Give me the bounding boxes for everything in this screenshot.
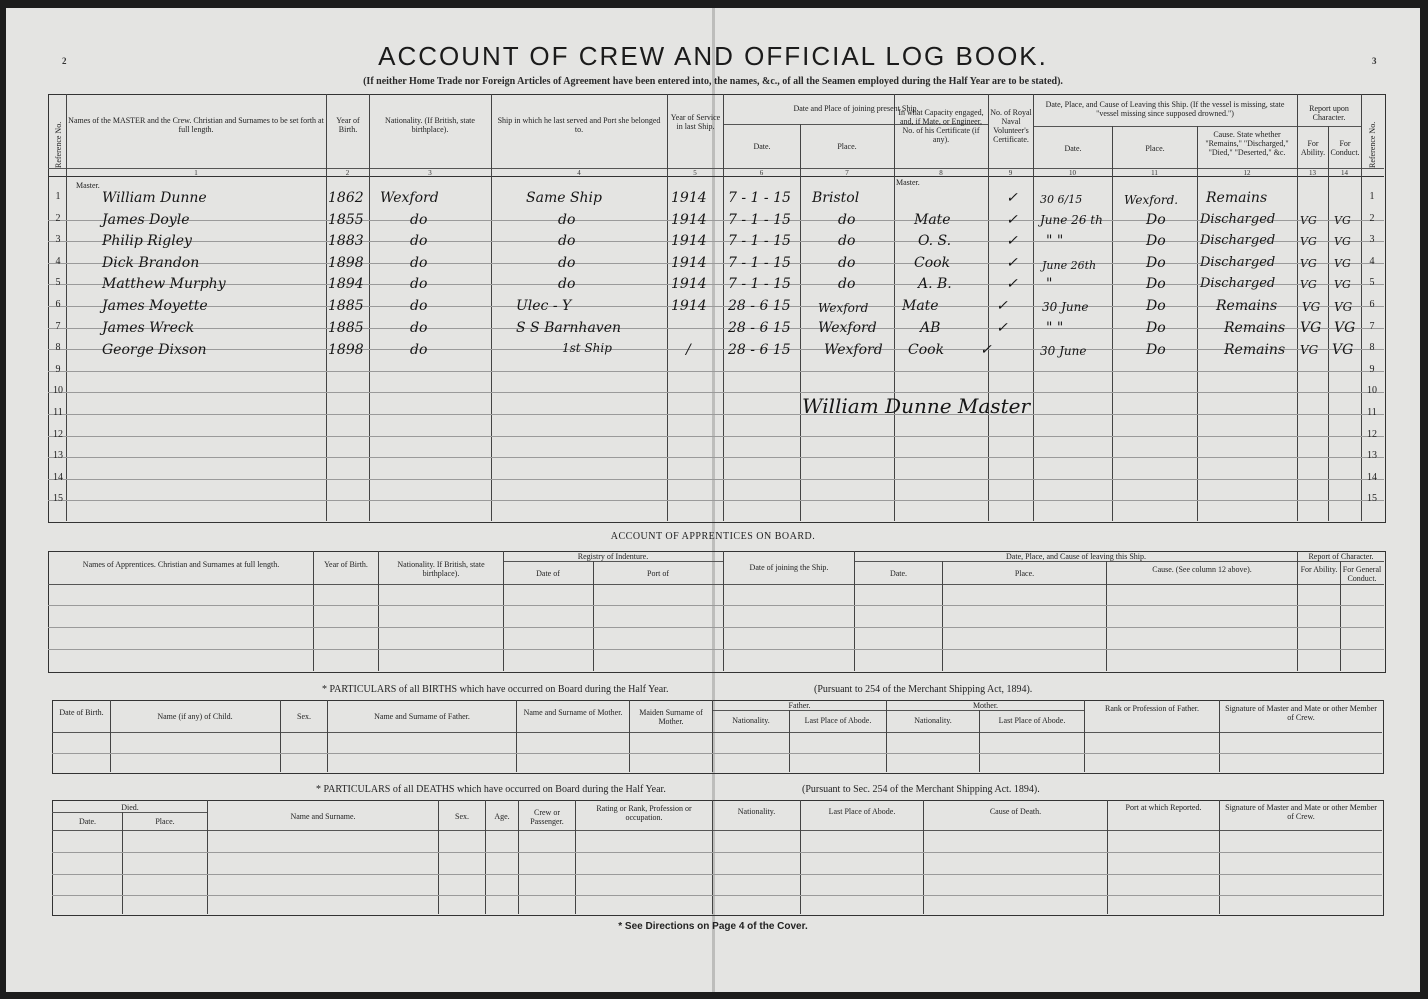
births-title: * PARTICULARS of all BIRTHS which have occurred on Board during the Half Year. — [322, 684, 669, 695]
row-number: 6 — [55, 299, 61, 310]
deaths-header-line — [52, 830, 1382, 831]
col-divider — [575, 800, 576, 914]
parents-subline — [712, 710, 1084, 711]
col-number: 4 — [577, 169, 581, 177]
crew-service: 1914 — [671, 233, 707, 249]
crew-conduct: VG — [1334, 300, 1353, 314]
crew-ship: Same Ship — [526, 190, 602, 206]
row-number-right: 3 — [1369, 234, 1375, 245]
death-signature-header: Signature of Master and Mate or other Member of Crew. — [1225, 803, 1377, 821]
crew-join-date: 7 - 1 - 15 — [728, 255, 791, 271]
col-divider — [886, 700, 887, 772]
births-header-line — [52, 732, 1382, 733]
col-number: 8 — [939, 169, 943, 177]
crew-capacity: A. B. — [918, 276, 952, 292]
row-number: 11 — [53, 407, 63, 418]
crew-leave-date: 30 6/15 — [1040, 193, 1083, 206]
col-divider — [979, 710, 980, 772]
row-number: 1 — [55, 191, 61, 202]
crew-conduct: VG — [1334, 214, 1351, 227]
row-number: 9 — [55, 364, 61, 375]
crew-join-place: do — [838, 212, 856, 228]
col-divider — [854, 551, 855, 671]
apprentices-title: ACCOUNT OF APPRENTICES ON BOARD. — [610, 531, 816, 542]
death-place-header: Place. — [155, 817, 175, 826]
crew-join-place: do — [838, 255, 856, 271]
apprentice-name-header: Names of Apprentices. Christian and Surnames at full length. — [82, 560, 280, 569]
death-sex-header: Sex. — [455, 812, 469, 821]
row-rule — [48, 479, 1384, 480]
apprentice-ability-header: For Ability. — [1300, 565, 1338, 574]
col-divider — [313, 551, 314, 671]
col-number: 7 — [845, 169, 849, 177]
col-number: 9 — [1008, 169, 1013, 177]
page-subtitle: (If neither Home Trade nor Foreign Articles of Agreement have been entered into, the names, &c., of all the Seamen employed during the Half Year are to be stated). — [363, 76, 1063, 87]
crew-leave-date: " " — [1046, 233, 1064, 249]
deaths-title: * PARTICULARS of all DEATHS which have occurred on Board during the Half Year. — [316, 784, 666, 795]
crew-join-date: 7 - 1 - 15 — [728, 190, 791, 206]
crew-ability: VG — [1300, 343, 1319, 357]
col-divider — [280, 700, 281, 772]
row-rule — [48, 306, 1384, 307]
row-rule — [52, 852, 1382, 853]
crew-birth: 1894 — [328, 276, 364, 292]
crew-nationality: do — [410, 298, 428, 314]
nationality-header: Nationality. (If British, state birthplace). — [385, 116, 475, 134]
row-number-right: 1 — [1369, 191, 1375, 202]
col-divider — [518, 800, 519, 914]
row-rule — [48, 500, 1384, 501]
crew-leave-date: " — [1046, 276, 1053, 292]
crew-nationality: do — [410, 212, 428, 228]
crew-leave-place: Do — [1146, 212, 1166, 228]
apprentice-birth-header: Year of Birth. — [324, 560, 368, 569]
col-divider — [1197, 126, 1198, 521]
col-divider — [712, 700, 713, 772]
ship-last-header: Ship in which he last served and Port she belonged to. — [497, 116, 661, 134]
crew-capacity: Mate — [914, 212, 951, 228]
ref-header: Reference No. — [54, 121, 63, 168]
crew-rnv: ✓ — [996, 320, 1008, 336]
birth-date-header: Date of Birth. — [59, 708, 104, 717]
crew-ship: do — [558, 255, 576, 271]
row-rule — [52, 874, 1382, 875]
crew-capacity: Mate — [902, 298, 939, 314]
row-rule — [48, 627, 1384, 628]
crew-birth: 1883 — [328, 233, 364, 249]
rnv-header: No. of Royal Naval Volunteer's Certificate. — [990, 108, 1032, 144]
master-signature: William Dunne Master — [802, 394, 1031, 418]
leave-date-header: Date. — [1064, 144, 1082, 153]
report-subline — [1297, 126, 1361, 127]
crew-service: 1914 — [671, 276, 707, 292]
apprentice-date-header: Date. — [889, 569, 908, 578]
row-number-right: 5 — [1369, 277, 1375, 288]
apprentices-header-line — [48, 584, 1384, 585]
crew-leave-place: Do — [1146, 255, 1166, 271]
row-rule — [48, 605, 1384, 606]
crew-nationality: do — [410, 233, 428, 249]
crew-name: Philip Rigley — [102, 233, 192, 249]
crew-ship: Ulec - Y — [516, 298, 572, 314]
crew-service: 1914 — [671, 298, 707, 314]
crew-join-place: Wexford — [818, 301, 869, 315]
log-book-sheet — [6, 8, 1420, 992]
crew-join-place: do — [838, 276, 856, 292]
crew-ship: do — [558, 212, 576, 228]
right-page-number: 3 — [1372, 56, 1377, 66]
row-rule — [52, 895, 1382, 896]
col-divider — [1107, 800, 1108, 914]
col-divider — [1328, 126, 1329, 521]
crew-conduct: VG — [1334, 320, 1356, 336]
crew-ship: do — [558, 276, 576, 292]
father-name-header: Name and Surname of Father. — [374, 712, 470, 721]
crew-leave-place: Wexford. — [1124, 193, 1179, 207]
crew-ability: VG — [1300, 235, 1317, 248]
col-divider — [378, 551, 379, 671]
leave-place-header: Place. — [1145, 144, 1165, 153]
death-abode-header: Last Place of Abode. — [828, 807, 896, 816]
row-number-right: 9 — [1369, 364, 1375, 375]
crew-leave-place: Do — [1146, 298, 1166, 314]
row-rule — [48, 349, 1384, 350]
crew-cause: Discharged — [1200, 276, 1276, 291]
row-number: 12 — [53, 429, 63, 440]
crew-cause: Remains — [1224, 342, 1286, 358]
crew-ship: S S Barnhaven — [516, 320, 621, 336]
row-number-right: 8 — [1369, 342, 1375, 353]
row-number-right: 6 — [1369, 299, 1375, 310]
father-abode-header: Last Place of Abode. — [804, 716, 872, 725]
crew-join-date: 28 - 6 15 — [728, 342, 791, 358]
ability-header: For Ability. — [1300, 139, 1326, 157]
cause-header: Cause. State whether "Remains," "Discharged," "Died," "Deserted," &c. — [1205, 130, 1289, 157]
col-divider — [789, 710, 790, 772]
crew-rnv: ✓ — [1006, 276, 1018, 292]
crew-rnv: ✓ — [980, 342, 992, 358]
row-rule — [48, 328, 1384, 329]
crew-capacity: Cook — [908, 342, 945, 358]
row-rule — [48, 241, 1384, 242]
col-divider — [1297, 551, 1298, 671]
crew-ship: do — [558, 233, 576, 249]
col-divider — [485, 800, 486, 914]
crew-ability: VG — [1302, 300, 1321, 314]
crew-join-date: 28 - 6 15 — [728, 298, 791, 314]
row-rule — [48, 436, 1384, 437]
col-divider — [110, 700, 111, 772]
crew-service: 1914 — [671, 190, 707, 206]
col-number: 1 — [194, 169, 198, 177]
crew-join-place: Wexford — [824, 342, 883, 358]
crew-join-date: 7 - 1 - 15 — [728, 212, 791, 228]
crew-capacity: AB — [920, 320, 941, 336]
joining-header: Date and Place of joining present Ship. — [793, 104, 919, 113]
crew-leave-place: Do — [1146, 320, 1166, 336]
crew-nationality: do — [410, 255, 428, 271]
col-divider — [1106, 561, 1107, 671]
crew-ability: VG — [1300, 278, 1317, 291]
crew-join-place: Wexford — [818, 320, 877, 336]
row-number-right: 2 — [1369, 213, 1375, 224]
year-birth-header: Year of Birth. — [336, 116, 360, 134]
col-divider — [327, 700, 328, 772]
capacity-header: In what Capacity engaged, and, if Mate, or Engineer, No. of his Certificate (if any). — [898, 108, 984, 144]
crew-cause: Remains — [1216, 298, 1278, 314]
page-title: ACCOUNT OF CREW AND OFFICIAL LOG BOOK. — [378, 41, 1048, 71]
crew-birth: 1885 — [328, 320, 364, 336]
deaths-act: (Pursuant to Sec. 254 of the Merchant Shipping Act. 1894). — [802, 784, 1040, 795]
crew-cause: Discharged — [1200, 212, 1276, 227]
crew-birth: 1898 — [328, 255, 364, 271]
col-divider — [923, 800, 924, 914]
name-header: Names of the MASTER and the Crew. Christian and Surnames to be set forth at full length. — [68, 116, 324, 134]
apprentice-leaving-header: Date, Place, and Cause of leaving this Ship. — [1006, 552, 1146, 561]
died-header: Died. — [121, 803, 139, 812]
crew-rnv: ✓ — [1006, 233, 1018, 249]
row-number: 14 — [53, 472, 63, 483]
row-number-right: 10 — [1367, 385, 1377, 396]
row-number-right: 14 — [1367, 472, 1377, 483]
col-number: 3 — [428, 169, 432, 177]
crew-nationality: do — [410, 276, 428, 292]
col-divider — [1112, 126, 1113, 521]
maiden-name-header: Maiden Surname of Mother. — [639, 708, 703, 726]
crew-leave-date: June 26th — [1042, 259, 1097, 272]
crew-name: James Doyle — [102, 212, 190, 228]
row-number: 7 — [55, 321, 61, 332]
join-place-header: Place. — [837, 142, 857, 151]
registry-port-header: Port of — [647, 569, 669, 578]
row-number: 10 — [53, 385, 63, 396]
row-number-right: 15 — [1367, 493, 1377, 504]
row-number-right: 13 — [1367, 450, 1377, 461]
row-number: 13 — [53, 450, 63, 461]
col-divider — [800, 800, 801, 914]
row-number: 5 — [55, 277, 61, 288]
row-rule — [48, 371, 1384, 372]
row-number-right: 7 — [1369, 321, 1375, 332]
registry-date-header: Date of — [536, 569, 560, 578]
col-divider — [503, 551, 504, 671]
crew-capacity: O. S. — [918, 233, 952, 249]
col-divider — [438, 800, 439, 914]
crew-nationality: do — [410, 320, 428, 336]
crew-conduct: VG — [1334, 257, 1351, 270]
crew-rnv: ✓ — [1006, 255, 1018, 271]
row-rule — [48, 220, 1384, 221]
row-rule — [48, 392, 1384, 393]
crew-ship: 1st Ship — [562, 341, 612, 355]
footnote: * See Directions on Page 4 of the Cover. — [618, 921, 808, 932]
crew-rnv: ✓ — [996, 298, 1008, 314]
col-divider — [800, 124, 801, 521]
crew-name: George Dixson — [102, 342, 207, 358]
col-number: 2 — [345, 169, 350, 177]
row-number-right: 12 — [1367, 429, 1377, 440]
mother-name-header: Name and Surname of Mother. — [523, 708, 623, 717]
crew-birth: 1855 — [328, 212, 364, 228]
conduct-header: For Conduct. — [1330, 139, 1360, 157]
crew-nationality: do — [410, 342, 428, 358]
apprentice-conduct-header: For General Conduct. — [1342, 565, 1382, 583]
crew-leave-place: Do — [1146, 276, 1166, 292]
cause-of-death-header: Cause of Death. — [989, 807, 1042, 816]
crew-cause: Remains — [1224, 320, 1286, 336]
row-number: 2 — [55, 213, 61, 224]
child-name-header: Name (if any) of Child. — [157, 712, 233, 721]
row-number: 8 — [55, 342, 61, 353]
row-number: 4 — [55, 256, 61, 267]
crew-cause: Remains — [1206, 190, 1268, 206]
crew-name: Matthew Murphy — [102, 276, 226, 292]
crew-join-date: 28 - 6 15 — [728, 320, 791, 336]
crew-leave-place: Do — [1146, 342, 1166, 358]
crew-leave-date: 30 June — [1040, 344, 1087, 358]
crew-ability: VG — [1300, 257, 1317, 270]
crew-table — [48, 94, 1386, 523]
birth-signature-header: Signature of Master and Mate or other Member of Crew. — [1225, 704, 1377, 722]
crew-nationality: Wexford — [380, 190, 439, 206]
crew-join-date: 7 - 1 - 15 — [728, 276, 791, 292]
crew-ability: VG — [1300, 214, 1317, 227]
col-number: 10 — [1069, 169, 1076, 177]
col-divider — [723, 551, 724, 671]
row-rule — [52, 753, 1382, 754]
col-divider — [1219, 700, 1220, 772]
col-number: 6 — [759, 169, 764, 177]
father-nationality-header: Nationality. — [732, 716, 770, 725]
death-age-header: Age. — [494, 812, 510, 821]
crew-service: 1914 — [671, 212, 707, 228]
died-subline — [52, 812, 207, 813]
leaving-header: Date, Place, and Cause of Leaving this Ship. (If the vessel is missing, state "vessel missing since supposed drowned.") — [1045, 100, 1285, 118]
mother-group-header: Mother. — [972, 701, 999, 710]
col-number: 14 — [1341, 169, 1348, 177]
leaving-subline — [854, 561, 1297, 562]
col-divider — [712, 800, 713, 914]
mother-abode-header: Last Place of Abode. — [998, 716, 1066, 725]
crew-name: James Moyette — [102, 298, 208, 314]
leaving-subline — [1033, 126, 1297, 127]
crew-join-place: Bristol — [812, 190, 860, 206]
col-number: 13 — [1309, 169, 1316, 177]
death-name-header: Name and Surname. — [290, 812, 356, 821]
col-divider — [942, 561, 943, 671]
year-service-header: Year of Service in last Ship. — [670, 113, 721, 131]
crew-birth: 1885 — [328, 298, 364, 314]
apprentice-cause-header: Cause. (See column 12 above). — [1152, 565, 1252, 574]
crew-cause: Discharged — [1200, 255, 1276, 270]
crew-service: 1914 — [671, 255, 707, 271]
births-act: (Pursuant to 254 of the Merchant Shipping Act, 1894). — [814, 684, 1033, 695]
row-rule — [48, 414, 1384, 415]
crew-passenger-header: Crew or Passenger. — [530, 808, 564, 826]
row-rule — [48, 263, 1384, 264]
report-header: Report upon Character. — [1309, 104, 1349, 122]
col-divider — [629, 700, 630, 772]
master-label: Master. — [76, 181, 100, 190]
mother-nationality-header: Nationality. — [914, 716, 952, 725]
registry-header: Registry of Indenture. — [577, 552, 649, 561]
col-number: 11 — [1151, 169, 1158, 177]
row-number: 15 — [53, 493, 63, 504]
row-number-right: 4 — [1369, 256, 1375, 267]
crew-conduct: VG — [1334, 278, 1351, 291]
row-number-right: 11 — [1367, 407, 1377, 418]
crew-conduct: VG — [1332, 342, 1354, 358]
crew-leave-date: " " — [1046, 320, 1064, 336]
row-number: 3 — [55, 234, 61, 245]
row-rule — [48, 649, 1384, 650]
ref-right-header: Reference No. — [1368, 121, 1377, 168]
apprentice-report-header: Report of Character. — [1308, 552, 1374, 561]
crew-rnv: ✓ — [1006, 190, 1018, 206]
col-divider — [516, 700, 517, 772]
col-divider — [1084, 700, 1085, 772]
sex-header: Sex. — [297, 712, 311, 721]
crew-leave-place: Do — [1146, 233, 1166, 249]
col-divider — [207, 800, 208, 914]
crew-join-place: do — [838, 233, 856, 249]
col-number: 5 — [693, 169, 697, 177]
apprentice-nationality-header: Nationality. If British, state birthplace). — [397, 560, 485, 578]
father-group-header: Father. — [788, 701, 811, 710]
crew-leave-date: 30 June — [1042, 300, 1089, 314]
row-rule — [48, 284, 1384, 285]
rating-header: Rating or Rank, Profession or occupation. — [596, 804, 692, 822]
crew-capacity: Cook — [914, 255, 951, 271]
crew-birth: 1898 — [328, 342, 364, 358]
crew-service: / — [686, 342, 691, 358]
crew-cause: Discharged — [1200, 233, 1276, 248]
col-divider — [1219, 800, 1220, 914]
crew-join-date: 7 - 1 - 15 — [728, 233, 791, 249]
crew-name: William Dunne — [102, 190, 207, 206]
registry-subline — [503, 561, 723, 562]
col-number: 12 — [1243, 169, 1251, 177]
crew-name: Dick Brandon — [102, 255, 200, 271]
crew-name: James Wreck — [102, 320, 195, 336]
crew-birth: 1862 — [328, 190, 364, 206]
crew-ability: VG — [1300, 320, 1322, 336]
crew-rnv: ✓ — [1006, 212, 1018, 228]
death-nationality-header: Nationality. — [737, 807, 776, 816]
row-rule — [48, 457, 1384, 458]
master-label-capacity: Master. — [896, 178, 920, 187]
port-reported-header: Port at which Reported. — [1125, 803, 1202, 812]
death-date-header: Date. — [78, 817, 97, 826]
col-divider — [593, 561, 594, 671]
crew-leave-date: June 26 th — [1040, 213, 1103, 227]
rank-header: Rank or Profession of Father. — [1105, 704, 1199, 713]
crew-conduct: VG — [1334, 235, 1351, 248]
apprentice-joining-header: Date of joining the Ship. — [749, 563, 829, 572]
col-divider — [122, 812, 123, 914]
left-page-number: 2 — [62, 56, 67, 66]
join-date-header: Date. — [753, 142, 771, 151]
apprentice-place-header: Place. — [1014, 569, 1035, 578]
